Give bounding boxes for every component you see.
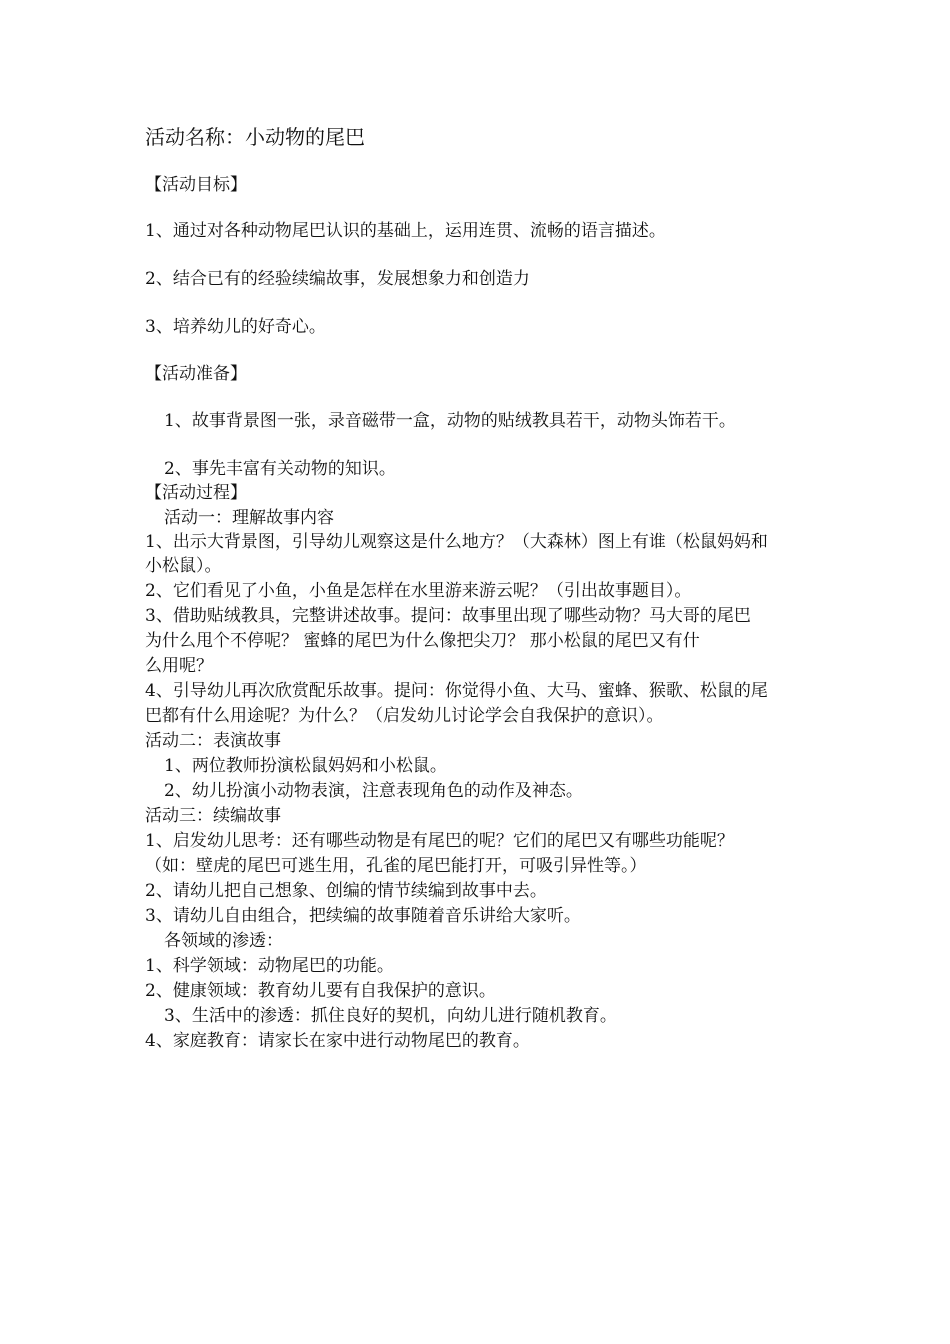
prep-heading: 【活动准备】	[145, 364, 247, 384]
goals-heading: 【活动目标】	[145, 175, 247, 195]
activity2-line: 2、幼儿扮演小动物表演，注意表现角色的动作及神态。	[164, 781, 583, 801]
document-title: 活动名称：小动物的尾巴	[145, 125, 365, 149]
integration-title: 各领域的渗透：	[164, 931, 283, 951]
activity1-line: 4、引导幼儿再次欣赏配乐故事。提问：你觉得小鱼、大马、蜜蜂、猴歌、松鼠的尾	[145, 681, 768, 701]
activity1-line: 2、它们看见了小鱼，小鱼是怎样在水里游来游云呢？（引出故事题目）。	[145, 581, 692, 601]
process-heading: 【活动过程】	[145, 483, 247, 503]
activity1-line: 巴都有什么用途呢？为什么？（启发幼儿讨论学会自我保护的意识）。	[145, 706, 664, 726]
goal-item: 1、通过对各种动物尾巴认识的基础上，运用连贯、流畅的语言描述。	[145, 221, 666, 241]
activity1-line: 小松鼠）。	[145, 556, 222, 576]
activity3-line: 2、请幼儿把自己想象、创编的情节续编到故事中去。	[145, 881, 547, 901]
prep-item: 2、事先丰富有关动物的知识。	[164, 459, 396, 479]
goal-item: 2、结合已有的经验续编故事，发展想象力和创造力	[145, 269, 530, 289]
activity3-line: 1、启发幼儿思考：还有哪些动物是有尾巴的呢？它们的尾巴又有哪些功能呢？	[145, 831, 734, 851]
integration-line: 2、健康领域：教育幼儿要有自我保护的意识。	[145, 981, 496, 1001]
integration-line: 4、家庭教育：请家长在家中进行动物尾巴的教育。	[145, 1031, 530, 1051]
activity3-title: 活动三：续编故事	[145, 806, 281, 826]
goal-item: 3、培养幼儿的好奇心。	[145, 317, 326, 337]
integration-line: 1、科学领域：动物尾巴的功能。	[145, 956, 394, 976]
activity3-line: 3、请幼儿自由组合，把续编的故事随着音乐讲给大家听。	[145, 906, 581, 926]
activity1-line: 3、借助贴绒教具，完整讲述故事。提问：故事里出现了哪些动物？马大哥的尾巴	[145, 606, 751, 626]
activity3-line: （如：壁虎的尾巴可逃生用，孔雀的尾巴能打开，可吸引异性等。）	[145, 856, 647, 876]
activity2-title: 活动二：表演故事	[145, 731, 281, 751]
activity1-line: 为什么甩个不停呢？ 蜜蜂的尾巴为什么像把尖刀？ 那小松鼠的尾巴又有什	[145, 631, 700, 651]
prep-item: 1、故事背景图一张，录音磁带一盒，动物的贴绒教具若干，动物头饰若干。	[164, 411, 736, 431]
activity1-title: 活动一：理解故事内容	[164, 508, 334, 528]
activity1-line: 么用呢？	[145, 656, 213, 676]
integration-line: 3、生活中的渗透：抓住良好的契机，向幼儿进行随机教育。	[164, 1006, 617, 1026]
activity1-line: 1、出示大背景图，引导幼儿观察这是什么地方？（大森林）图上有谁（松鼠妈妈和	[145, 532, 768, 552]
activity2-line: 1、两位教师扮演松鼠妈妈和小松鼠。	[164, 756, 447, 776]
